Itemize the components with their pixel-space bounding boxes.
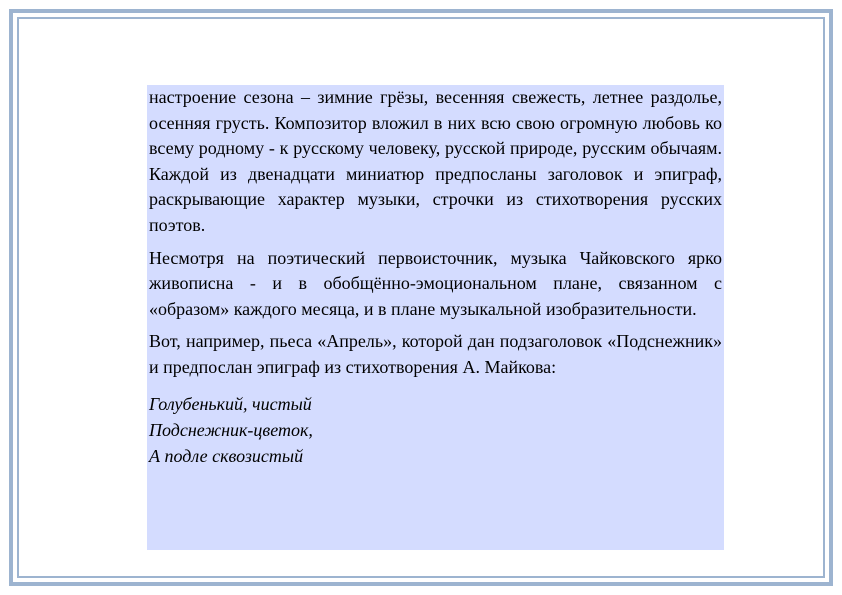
poem-line-1: Голубенький, чистый (149, 393, 312, 414)
poem-line-2: Подснежник-цветок, (149, 419, 313, 440)
poem-epigraph (149, 391, 722, 469)
text-box (147, 85, 724, 550)
paragraph-3: Вот, например, пьеса «Апрель», которой дан подзаголовок «Подснежник» и предпослан эпиграф из стихотворения А. Майкова: (149, 331, 722, 377)
poem-line-3: А подле сквозистый (149, 445, 304, 466)
paragraph-2: Несмотря на поэтический первоисточник, музыка Чайковского ярко живописна - и в обобщённо-эмоциональном плане, связанном с «образом» каждого месяца, и в плане музыкальной изобразительности. (149, 247, 722, 319)
paragraph-1: настроение сезона – зимние грёзы, весенняя свежесть, летнее раздолье, осенняя грусть. Композитор вложил в них всю свою огромную любовь ко всему родному - к русскому человеку, русской природе, русским обычаям. Каждой из двенадцати миниатюр предпосланы заголовок и эпиграф, раскрывающие характер музыки, строчки из стихотворения русских поэтов. (149, 87, 722, 235)
